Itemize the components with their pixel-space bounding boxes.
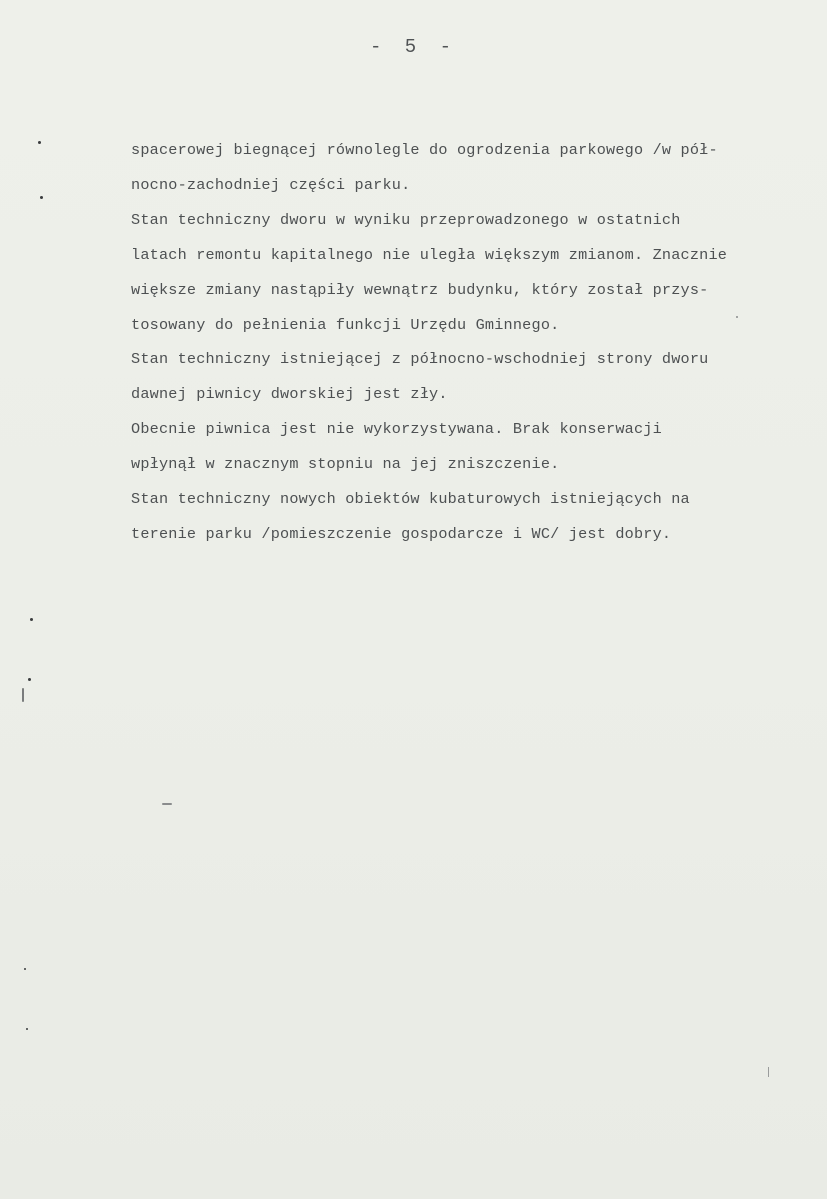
text-line: nocno-zachodniej części parku. xyxy=(131,175,411,194)
scan-speck xyxy=(162,803,172,805)
text-line: spacerowej biegnącej równolegle do ogrodzenia parkowego /w pół- xyxy=(131,141,718,159)
text-line: Stan techniczny dworu w wyniku przeprowadzonego w ostatnich xyxy=(131,210,681,229)
scan-speck xyxy=(768,1067,769,1077)
body-text xyxy=(131,133,811,552)
scan-speck xyxy=(26,1028,28,1030)
text-line: wpłynął w znacznym stopniu na jej zniszczenie. xyxy=(131,455,560,474)
text-line: większe zmiany nastąpiły wewnątrz budynku, który został przys- xyxy=(131,280,709,299)
text-line: latach remontu kapitalnego nie uległa większym zmianom. Znacznie xyxy=(131,245,728,264)
scan-speck xyxy=(38,141,41,144)
text-line: Stan techniczny istniejącej z północno-wschodniej strony dworu xyxy=(131,350,709,369)
text-line: Obecnie piwnica jest nie wykorzystywana. Brak konserwacji xyxy=(131,420,662,439)
scan-speck xyxy=(30,618,33,621)
scan-speck xyxy=(28,678,31,681)
scan-speck xyxy=(24,968,26,970)
scan-speck xyxy=(736,316,738,318)
scan-speck xyxy=(22,688,24,702)
text-line: dawnej piwnicy dworskiej jest zły. xyxy=(131,385,448,404)
text-line: terenie parku /pomieszczenie gospodarcze i WC/ jest dobry. xyxy=(131,524,672,543)
scan-speck xyxy=(40,196,43,199)
text-line: Stan techniczny nowych obiektów kubaturowych istniejących na xyxy=(131,490,690,509)
text-line: tosowany do pełnienia funkcji Urzędu Gminnego. xyxy=(131,315,560,334)
page-number: - 5 - xyxy=(369,36,457,58)
